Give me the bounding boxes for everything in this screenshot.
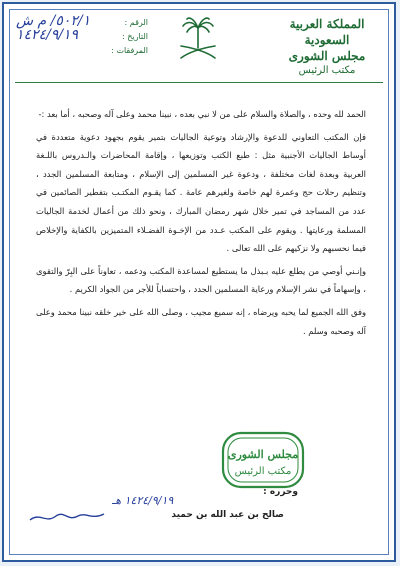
official-stamp (220, 430, 306, 490)
letterhead-divider (15, 82, 383, 83)
closing-paragraph: وفق الله الجميع لما يحبه ويرضاه ، إنه سميع مجيب ، وصلى الله على خير خلقه نبينا محمد وعلى آله وصحبه وسلم . (36, 306, 366, 336)
signer-name: صالح بن عبد الله بن حميد (171, 510, 284, 520)
reference-block (16, 13, 148, 58)
org-office: مكتب الرئيس (298, 65, 356, 76)
meta-number-value: ٥٠٢/١/ م ش (16, 13, 91, 29)
organization-block (272, 16, 382, 78)
meta-date-label: التاريخ : (121, 32, 148, 41)
stamp-text-bottom: مكتب الرئيس (234, 466, 292, 477)
org-council: مجلس الشورى (288, 49, 366, 63)
handwritten-signature-date (24, 490, 174, 530)
letterhead (10, 10, 390, 100)
letter-body (36, 105, 366, 340)
meta-date-row (16, 27, 148, 44)
palm-swords-emblem-icon (175, 14, 221, 64)
signoff-label: وحرره : (263, 487, 298, 497)
handwritten-date: ١٤٢٤/٩/١٩ هـ (112, 494, 174, 507)
page-frame (2, 2, 396, 562)
page-inner-border (9, 9, 389, 555)
stamp-text-top: مجلس الشورى (227, 448, 299, 461)
meta-number-label: الرقم : (124, 18, 148, 27)
recommendation-paragraph: وإنـني أوصي من يطلع عليه بـبذل ما يستطيع لمساعدة المكتب ودعمه ، تعاوناً على البِرّ والتقوى ، وإسهاماً في نشر الإسلام ورعاية المسلمين الجدد ، واحتساباً للأجر من الجواد الكريم . (36, 265, 366, 295)
meta-date-value: ١٤٢٤/٩/١٩ (16, 27, 79, 43)
main-paragraph: فإن المكتب التعاوني للدعوة والإرشاد وتوعية الجاليات بتمير يقوم بجهود دعوية متعددة في أوساط الجاليات الأجنبية مثل : طبع الكتب وتوزيعها ، وإقامة المحاضرات والـدروس باللـغة العربية وبعدة لغات مختلفة ، ودعوة غير المسلمين إلى الإسلام ، ومتابعة المسلمين الجدد ، وتنظيم رحلات حج وعمرة لهم خاصة ولغيرهم عامة . كما يقـوم المكتـب بتفطير الصائمين في عدد من المساجد في تمير خلال شهر رمضان المبارك ، ونحو ذلك من أعمال لخدمة الجاليات المسلمة ورعايتها . ويقوم على المكتب عـدد من الإخـوة الفضـلاء المتميزين بالكفاية والإخلاص فيما نحسبهم ولا نزكيهم على الله تعالى . (36, 131, 366, 254)
meta-attachments-label: المرفقات : (111, 46, 148, 55)
org-country: المملكة العربية السعودية (289, 17, 365, 47)
meta-attachments-row (16, 44, 148, 58)
greeting-paragraph: الحمد لله وحده ، والصلاة والسلام على من لا نبي بعده ، نبينا محمد وعلى آله وصحبه ، أما بعد :- (38, 109, 366, 119)
